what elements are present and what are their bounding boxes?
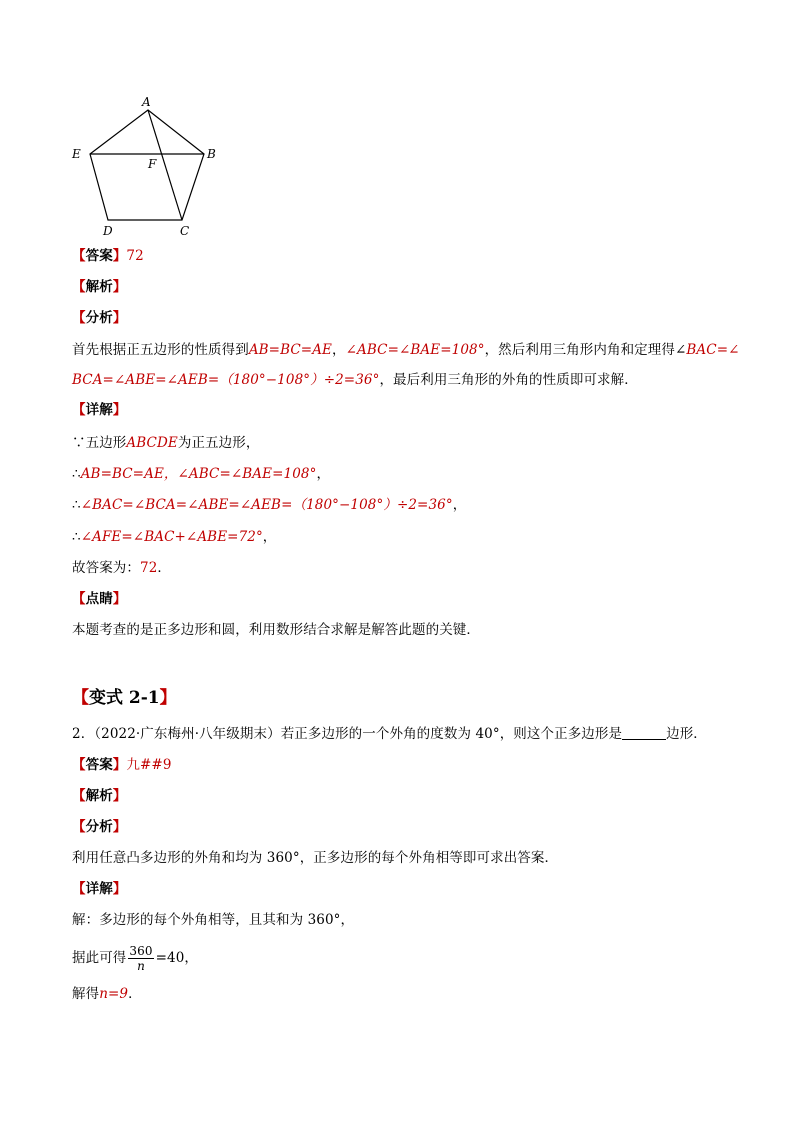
q1-answer-line [72,246,144,266]
answer-tag: 【答案】 [72,248,127,264]
analysis-tag: 【解析】 [72,279,127,295]
fenxi-tag: 【分析】 [72,310,127,326]
label-d: D [103,224,113,238]
answer-tag: 【答案】 [72,757,127,773]
q1-fenxi-line [72,308,126,328]
label-b: B [207,147,216,161]
fraction-360-over-n: $\frac{360}{n}$ [129,944,153,973]
q1-analysis-line [72,277,126,297]
q2-answer-line [72,755,172,775]
comment-tag: 【点睛】 [72,591,127,607]
q1-comment-text: 本题考查的是正多边形和圆，利用数形结合求解是解答此题的关键． [72,622,480,638]
label-a: A [142,95,151,109]
q2-answer: 九##9 [126,757,172,773]
fenxi-tag: 【分析】 [72,819,127,835]
q2-analysis-line [72,786,126,806]
q2-detail-1: 解：多边形的每个外角相等，且其和为 360°， [72,912,355,928]
q1-fenxi-text-2: BCA=∠ABE=∠AEB=（180°−108°）÷2=36°，最后利用三角形的外角的性质即可求解． [72,372,638,388]
q2-number: 2． [72,726,95,742]
q2-detail-3: 解得n=9． [72,986,142,1002]
q2-detail-2: 据此可得 $\frac{360}{n}$ =40， [72,944,199,973]
q1-answer: 72 [126,248,144,264]
q2-stem: 2．（2022·广东梅州·八年级期末）若正多边形的一个外角的度数为 40°，则这个正多边形是 边形． [72,726,707,742]
q1-detail-line [72,400,126,420]
q2-fenxi-line [72,817,126,837]
q1-detail-1: ∵五边形ABCDE为正五边形， [72,435,260,451]
pentagon-outline [90,110,204,220]
analysis-tag: 【解析】 [72,788,127,804]
detail-tag: 【详解】 [72,402,127,418]
q1-fenxi-text-1: 首先根据正五边形的性质得到AB=BC=AE，∠ABC=∠BAE=108°，然后利用三角形内角和定理得∠BAC=∠ [72,342,740,358]
pentagon-figure [66,92,226,242]
q2-fenxi-text: 利用任意凸多边形的外角和均为 360°，正多边形的每个外角相等即可求出答案． [72,850,559,866]
variant-heading: 【变式 2-1】 [72,688,177,708]
label-c: C [180,224,190,238]
q2-answer-blank [622,725,666,740]
q1-detail-4: ∴∠AFE=∠BAC+∠ABE=72°， [72,529,277,545]
q1-detail-3: ∴∠BAC=∠BCA=∠ABE=∠AEB=（180°−108°）÷2=36°， [72,497,467,513]
detail-tag: 【详解】 [72,881,127,897]
label-f: F [148,157,157,171]
q1-comment-line [72,589,126,609]
label-e: E [72,147,81,161]
q2-source: （2022·广东梅州·八年级期末） [94,726,281,742]
q1-detail-5: 故答案为：72． [72,560,171,576]
q2-detail-line [72,879,126,899]
q1-detail-2: ∴AB=BC=AE，∠ABC=∠BAE=108°， [72,466,331,482]
pentagon-diagram [66,92,226,242]
